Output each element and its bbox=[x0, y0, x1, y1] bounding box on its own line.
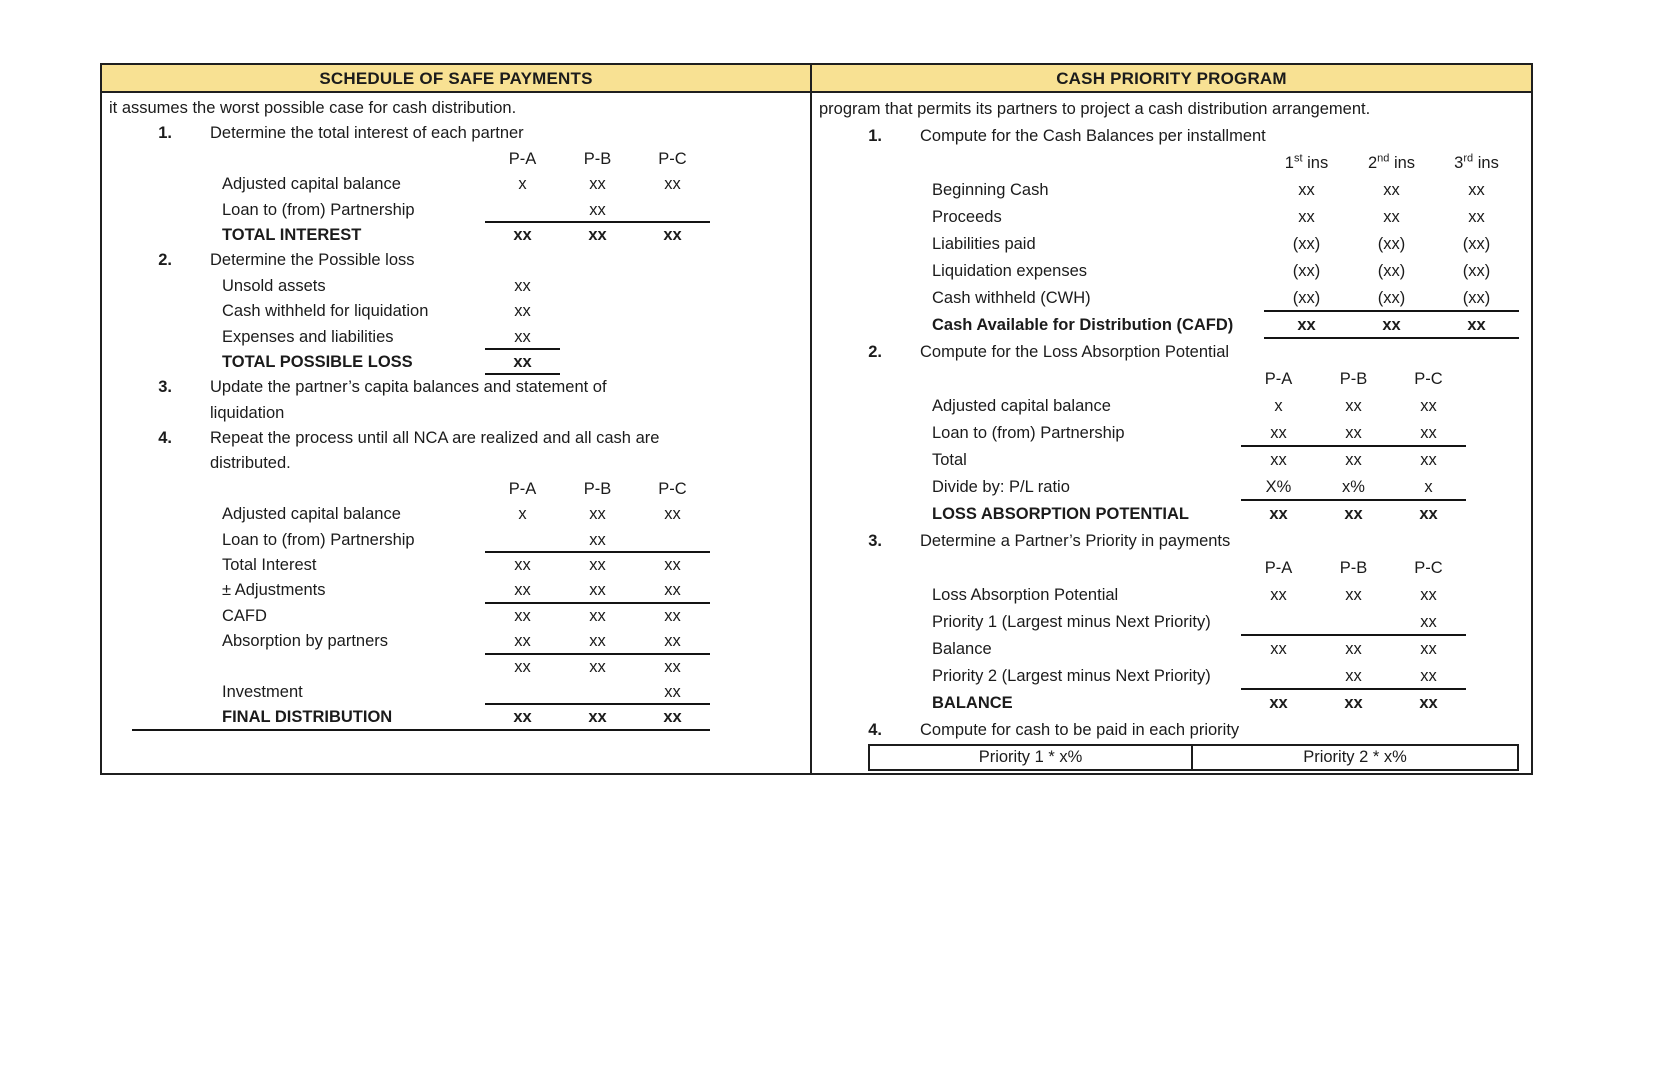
ordinal-suffix: nd bbox=[1377, 152, 1390, 165]
row-values bbox=[1241, 501, 1466, 528]
table-row bbox=[812, 285, 1519, 312]
row-values bbox=[1241, 663, 1466, 690]
row-label: LOSS ABSORPTION POTENTIAL bbox=[932, 505, 1189, 523]
row-label: Loan to (from) Partnership bbox=[222, 200, 415, 219]
step-text: Repeat the process until all NCA are realized and all cash are bbox=[210, 429, 660, 448]
cell-value: xx bbox=[513, 225, 532, 244]
row-label: Cash withheld (CWH) bbox=[932, 289, 1091, 307]
cell-value: xx bbox=[1345, 397, 1362, 415]
cell-value: xx bbox=[589, 556, 606, 575]
cash-priority-title: CASH PRIORITY PROGRAM bbox=[812, 65, 1531, 93]
spacer bbox=[812, 150, 1264, 177]
intro-line bbox=[102, 96, 710, 121]
table-row bbox=[102, 680, 710, 705]
table-row bbox=[102, 655, 710, 680]
priority-1-box: Priority 1 * x% bbox=[868, 744, 1193, 771]
row-label: Proceeds bbox=[932, 208, 1002, 226]
cell-value: xx bbox=[1344, 505, 1363, 523]
cell-value: xx bbox=[514, 606, 531, 625]
ordinal-word: ins bbox=[1389, 154, 1416, 172]
column-header-group bbox=[1241, 555, 1466, 582]
cell-value: X% bbox=[1265, 478, 1292, 496]
row-label: TOTAL INTEREST bbox=[222, 225, 362, 244]
cell-value: xx bbox=[1420, 424, 1437, 442]
partner-column-headers bbox=[102, 477, 710, 502]
cell-value: (xx) bbox=[1462, 262, 1491, 280]
cell-value: xx bbox=[1298, 181, 1315, 199]
column-header: P-C bbox=[658, 479, 687, 498]
table-row bbox=[812, 609, 1519, 636]
cell-value bbox=[1241, 663, 1316, 688]
table-row bbox=[102, 604, 710, 629]
row-label: Loan to (from) Partnership bbox=[222, 530, 415, 549]
cell-value: xx bbox=[1270, 586, 1287, 604]
step-number: 1. bbox=[868, 127, 882, 145]
step-text: Compute for the Cash Balances per installment bbox=[920, 127, 1266, 145]
table-row-balance bbox=[812, 690, 1519, 717]
ordinal-suffix: st bbox=[1293, 152, 1303, 165]
cell-value bbox=[560, 680, 635, 703]
table-row bbox=[812, 636, 1519, 663]
row-label: Total bbox=[932, 451, 967, 469]
safe-payments-panel bbox=[102, 65, 812, 773]
step-number: 4. bbox=[158, 429, 172, 448]
cell-value: xx bbox=[485, 350, 560, 375]
cell-value: xx bbox=[589, 530, 606, 549]
cell-value: (xx) bbox=[1377, 289, 1406, 307]
step-text: distributed. bbox=[210, 454, 291, 473]
table-row bbox=[102, 198, 710, 223]
row-values bbox=[1264, 312, 1519, 339]
priority-2-box: Priority 2 * x% bbox=[1191, 744, 1519, 771]
cell-value: xx bbox=[1270, 640, 1287, 658]
row-values bbox=[1264, 285, 1519, 312]
total-rule bbox=[132, 729, 710, 731]
cell-value: (xx) bbox=[1292, 262, 1321, 280]
partner-column-headers bbox=[102, 147, 710, 172]
row-label: Total Interest bbox=[222, 556, 317, 575]
row-label: Loss Absorption Potential bbox=[932, 586, 1119, 604]
table-row bbox=[812, 582, 1519, 609]
cell-value: xx bbox=[664, 175, 681, 194]
cell-value: xx bbox=[664, 682, 681, 701]
cell-value: x bbox=[518, 175, 527, 194]
row-values bbox=[1264, 231, 1519, 258]
cell-value: xx bbox=[589, 606, 606, 625]
row-label: Beginning Cash bbox=[932, 181, 1049, 199]
cell-value bbox=[635, 198, 710, 221]
step-1 bbox=[812, 123, 1519, 150]
column-header: P-A bbox=[508, 149, 537, 168]
cell-value: (xx) bbox=[1377, 235, 1406, 253]
table-row bbox=[102, 578, 710, 603]
table-row bbox=[812, 204, 1519, 231]
row-label: FINAL DISTRIBUTION bbox=[222, 708, 393, 727]
table-row bbox=[102, 553, 710, 578]
cash-priority-body bbox=[812, 93, 1531, 773]
spacer bbox=[812, 555, 1241, 582]
row-values bbox=[485, 350, 710, 375]
row-values bbox=[485, 680, 710, 705]
row-label: Unsold assets bbox=[222, 276, 326, 295]
row-values bbox=[485, 629, 710, 654]
table-row-total bbox=[102, 223, 710, 248]
table-row-loss-absorption bbox=[812, 501, 1519, 528]
row-values bbox=[1264, 204, 1519, 231]
row-values bbox=[485, 553, 710, 578]
cell-value: xx bbox=[1345, 451, 1362, 469]
step-number: 1. bbox=[158, 124, 172, 143]
cell-value: xx bbox=[513, 708, 532, 727]
cash-priority-panel bbox=[812, 65, 1531, 773]
row-label: Adjusted capital balance bbox=[222, 175, 401, 194]
cell-value: xx bbox=[664, 632, 681, 651]
cell-value: xx bbox=[1345, 424, 1362, 442]
row-values bbox=[1241, 447, 1466, 474]
row-label: Investment bbox=[222, 682, 303, 701]
cell-value: x bbox=[1424, 478, 1433, 496]
cell-value: xx bbox=[1270, 424, 1287, 442]
cell-value: xx bbox=[664, 556, 681, 575]
row-label: Cash withheld for liquidation bbox=[222, 302, 429, 321]
cell-value: xx bbox=[589, 505, 606, 524]
intro-text: program that permits its partners to project a cash distribution arrangement. bbox=[819, 100, 1371, 118]
cell-value: xx bbox=[1345, 640, 1362, 658]
cell-value bbox=[485, 680, 560, 703]
cell-value bbox=[635, 528, 710, 551]
table-row bbox=[812, 447, 1519, 474]
row-label: Adjusted capital balance bbox=[932, 397, 1111, 415]
step-1 bbox=[102, 121, 710, 146]
step-2 bbox=[102, 248, 710, 273]
cell-value: xx bbox=[1467, 316, 1486, 334]
step-text: Compute for cash to be paid in each priority bbox=[920, 721, 1240, 739]
cell-value: xx bbox=[1297, 316, 1316, 334]
cell-value: xx bbox=[485, 325, 560, 350]
cell-value: xx bbox=[1420, 451, 1437, 469]
cell-value: xx bbox=[1420, 397, 1437, 415]
step-text: Compute for the Loss Absorption Potential bbox=[920, 343, 1230, 361]
spacer bbox=[812, 366, 1241, 393]
cell-value: xx bbox=[663, 225, 682, 244]
cell-value: xx bbox=[1419, 505, 1438, 523]
partner-column-headers bbox=[812, 555, 1519, 582]
row-values bbox=[485, 528, 710, 553]
step-3-continued bbox=[102, 401, 710, 426]
table-row bbox=[812, 393, 1519, 420]
cell-value: xx bbox=[1269, 505, 1288, 523]
row-values bbox=[485, 578, 710, 603]
cell-value: xx bbox=[589, 581, 606, 600]
cell-value: xx bbox=[1383, 181, 1400, 199]
step-number: 3. bbox=[868, 532, 882, 550]
row-values bbox=[1241, 609, 1466, 636]
row-label: Liquidation expenses bbox=[932, 262, 1088, 280]
cell-value: xx bbox=[1420, 586, 1437, 604]
column-header: P-C bbox=[1414, 559, 1443, 577]
row-values bbox=[485, 299, 710, 324]
cell-value: xx bbox=[664, 606, 681, 625]
spacer bbox=[102, 147, 485, 172]
cell-value: xx bbox=[1468, 208, 1485, 226]
row-label: Liabilities paid bbox=[932, 235, 1036, 253]
step-4 bbox=[812, 717, 1519, 744]
table-row bbox=[812, 474, 1519, 501]
cell-value: xx bbox=[588, 708, 607, 727]
step-number: 4. bbox=[868, 721, 882, 739]
row-label: Cash Available for Distribution (CAFD) bbox=[932, 316, 1234, 334]
row-values bbox=[485, 223, 710, 248]
step-3 bbox=[812, 528, 1519, 555]
column-header: P-B bbox=[583, 479, 612, 498]
row-label: Expenses and liabilities bbox=[222, 327, 394, 346]
cell-value: xx bbox=[1269, 694, 1288, 712]
row-label: Divide by: P/L ratio bbox=[932, 478, 1070, 496]
row-label: Priority 1 (Largest minus Next Priority) bbox=[932, 613, 1211, 631]
row-values bbox=[485, 655, 710, 680]
cell-value: xx bbox=[514, 556, 531, 575]
column-header-group bbox=[1264, 150, 1519, 177]
table-row-total bbox=[102, 350, 710, 375]
table-row-cafd bbox=[812, 312, 1519, 339]
step-text: liquidation bbox=[210, 403, 285, 422]
step-number: 2. bbox=[158, 251, 172, 270]
cell-value: (xx) bbox=[1462, 235, 1491, 253]
column-header: P-B bbox=[1339, 559, 1368, 577]
table-row bbox=[812, 177, 1519, 204]
cell-value: xx bbox=[1420, 613, 1437, 631]
step-text: Determine the total interest of each partner bbox=[210, 124, 524, 143]
column-header-group bbox=[485, 147, 710, 172]
step-text: Determine a Partner’s Priority in payments bbox=[920, 532, 1231, 550]
step-text: Determine the Possible loss bbox=[210, 251, 415, 270]
cell-value: xx bbox=[514, 657, 531, 676]
row-values bbox=[1241, 582, 1466, 609]
row-values bbox=[1264, 258, 1519, 285]
cell-value: xx bbox=[664, 581, 681, 600]
row-values bbox=[1241, 636, 1466, 663]
table-row bbox=[102, 299, 710, 324]
step-2 bbox=[812, 339, 1519, 366]
cell-value: xx bbox=[1420, 640, 1437, 658]
step-4-continued bbox=[102, 451, 710, 476]
row-label: CAFD bbox=[222, 606, 267, 625]
cell-value: x bbox=[518, 505, 527, 524]
cell-value: xx bbox=[664, 657, 681, 676]
liquidation-methods-table bbox=[100, 63, 1533, 775]
row-label: BALANCE bbox=[932, 694, 1013, 712]
cell-value: x bbox=[1274, 397, 1283, 415]
column-header: P-A bbox=[1264, 370, 1293, 388]
table-row bbox=[812, 420, 1519, 447]
column-header bbox=[1264, 150, 1349, 177]
spacer bbox=[102, 477, 485, 502]
cell-value bbox=[1316, 609, 1391, 634]
column-header: P-C bbox=[1414, 370, 1443, 388]
table-row bbox=[102, 502, 710, 527]
table-row bbox=[102, 325, 710, 350]
cell-value bbox=[485, 528, 560, 551]
step-number: 3. bbox=[158, 378, 172, 397]
cell-value: xx bbox=[588, 225, 607, 244]
row-label: Balance bbox=[932, 640, 992, 658]
row-values bbox=[485, 502, 710, 527]
partner-column-headers bbox=[812, 366, 1519, 393]
installment-column-headers bbox=[812, 150, 1519, 177]
cell-value: xx bbox=[589, 175, 606, 194]
cell-value: (xx) bbox=[1292, 289, 1321, 307]
row-values bbox=[1241, 393, 1466, 420]
column-header: P-B bbox=[1339, 370, 1368, 388]
table-row bbox=[102, 172, 710, 197]
cell-value: xx bbox=[589, 200, 606, 219]
cell-value: xx bbox=[1270, 451, 1287, 469]
row-label bbox=[222, 655, 485, 680]
step-4 bbox=[102, 426, 710, 451]
cell-value: xx bbox=[1345, 667, 1362, 685]
ordinal-number: 3 bbox=[1454, 154, 1464, 172]
cell-value bbox=[485, 198, 560, 221]
ordinal-word: ins bbox=[1302, 154, 1329, 172]
row-values bbox=[1241, 690, 1466, 717]
table-row bbox=[812, 663, 1519, 690]
safe-payments-title: SCHEDULE OF SAFE PAYMENTS bbox=[102, 65, 810, 93]
table-row bbox=[102, 629, 710, 654]
cell-value: xx bbox=[1344, 694, 1363, 712]
priority-boxes-row bbox=[868, 744, 1519, 771]
cell-value: xx bbox=[1345, 586, 1362, 604]
row-values bbox=[485, 705, 710, 730]
ordinal-number: 1 bbox=[1284, 154, 1294, 172]
row-label: Absorption by partners bbox=[222, 632, 389, 651]
row-values bbox=[1241, 474, 1466, 501]
step-number: 2. bbox=[868, 343, 882, 361]
row-values bbox=[485, 325, 710, 350]
row-values bbox=[485, 172, 710, 197]
row-label: Loan to (from) Partnership bbox=[932, 424, 1125, 442]
ordinal-number: 2 bbox=[1367, 154, 1378, 172]
row-label: Adjusted capital balance bbox=[222, 505, 401, 524]
row-values bbox=[1241, 420, 1466, 447]
cell-value: x% bbox=[1342, 478, 1365, 496]
table-row bbox=[102, 528, 710, 553]
safe-payments-body bbox=[102, 93, 810, 731]
cell-value: xx bbox=[589, 657, 606, 676]
cell-value: (xx) bbox=[1462, 289, 1491, 307]
step-3 bbox=[102, 375, 710, 400]
column-header: P-B bbox=[583, 149, 612, 168]
row-values bbox=[1264, 177, 1519, 204]
table-row bbox=[812, 231, 1519, 258]
cell-value: xx bbox=[1298, 208, 1315, 226]
column-header: P-A bbox=[1264, 559, 1293, 577]
column-header bbox=[1434, 150, 1519, 177]
row-label: TOTAL POSSIBLE LOSS bbox=[222, 352, 413, 371]
row-label: ± Adjustments bbox=[222, 581, 326, 600]
ordinal-suffix: rd bbox=[1463, 152, 1474, 165]
cell-value bbox=[1241, 609, 1316, 634]
row-label: Priority 2 (Largest minus Next Priority) bbox=[932, 667, 1211, 685]
intro-text: it assumes the worst possible case for cash distribution. bbox=[109, 99, 517, 117]
column-header bbox=[1349, 150, 1434, 177]
row-values bbox=[485, 274, 710, 299]
table-row-final-distribution bbox=[102, 705, 710, 730]
cell-value: (xx) bbox=[1377, 262, 1406, 280]
cell-value: xx bbox=[589, 632, 606, 651]
cell-value: xx bbox=[514, 632, 531, 651]
row-values bbox=[485, 604, 710, 629]
row-values bbox=[485, 198, 710, 223]
cell-value: xx bbox=[1468, 181, 1485, 199]
cell-value: xx bbox=[514, 302, 531, 321]
cell-value: xx bbox=[664, 505, 681, 524]
cell-value: xx bbox=[1420, 667, 1437, 685]
cell-value: xx bbox=[663, 708, 682, 727]
step-text: Update the partner’s capita balances and statement of bbox=[210, 378, 607, 397]
cell-value: xx bbox=[514, 276, 531, 295]
ordinal-word: ins bbox=[1473, 154, 1499, 172]
cell-value: xx bbox=[1383, 208, 1400, 226]
column-header: P-A bbox=[508, 479, 537, 498]
column-header-group bbox=[1241, 366, 1466, 393]
cell-value: xx bbox=[1382, 316, 1401, 334]
cell-value: xx bbox=[1419, 694, 1438, 712]
table-row bbox=[812, 258, 1519, 285]
intro-line bbox=[812, 96, 1519, 123]
column-header-group bbox=[485, 477, 710, 502]
table-row bbox=[102, 274, 710, 299]
cell-value: (xx) bbox=[1292, 235, 1321, 253]
cell-value: xx bbox=[514, 581, 531, 600]
column-header: P-C bbox=[658, 149, 687, 168]
